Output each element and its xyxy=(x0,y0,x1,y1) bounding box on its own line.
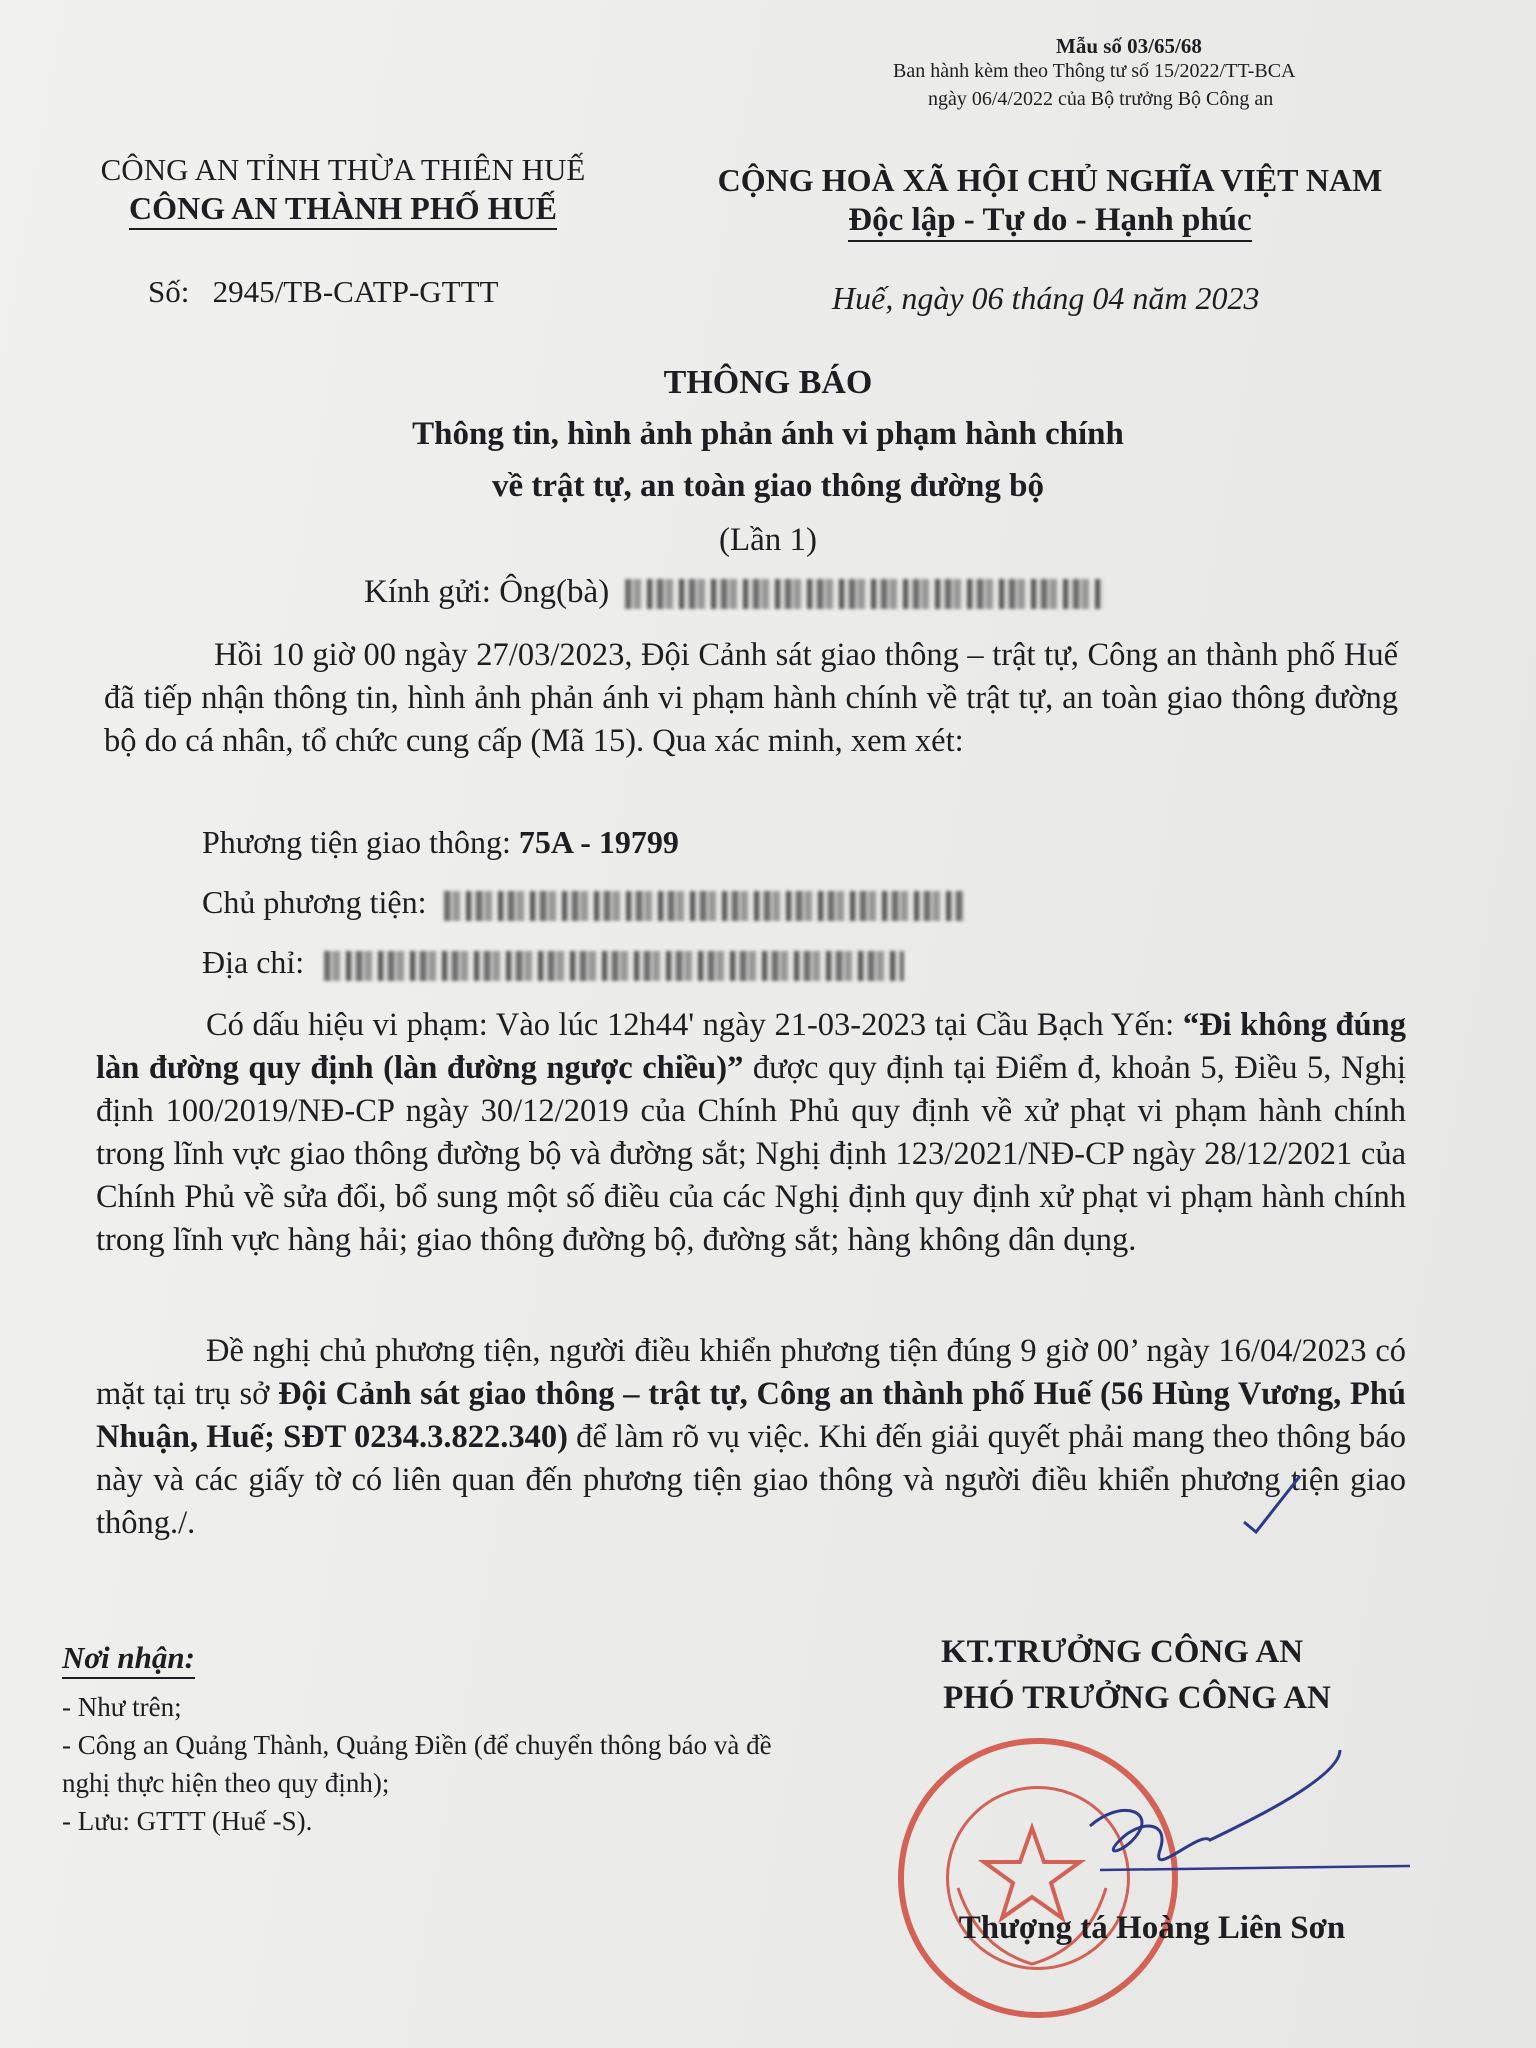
request-text-2: để làm rõ vụ việc. Khi đến giải quyết phải mang theo thông báo này và các giấy tờ có liên quan đến phương tiện giao thông và người điều khiển phương tiện giao thông./. xyxy=(96,1419,1406,1541)
violation-offense: “Đi không đúng làn đường quy định (làn đường ngược chiều)” xyxy=(96,1007,1407,1086)
form-issuance-line: Ban hành kèm theo Thông tư số 15/2022/TT-BCA xyxy=(893,60,1296,82)
redacted-owner-name xyxy=(444,891,964,921)
vehicle-label: Phương tiện giao thông: xyxy=(202,824,511,860)
owner-field xyxy=(202,884,964,921)
intro-paragraph: Hồi 10 giờ 00 ngày 27/03/2023, Đội Cảnh sát giao thông – trật tự, Công an thành phố Huế đã tiếp nhận thông tin, hình ảnh phản ánh vi phạm hành chính về trật tự, an toàn giao thông đường bộ do cá nhân, tổ chức cung cấp (Mã 15). Qua xác minh, xem xét: xyxy=(104,637,1398,759)
request-paragraph xyxy=(96,1330,1406,1545)
address-label: Địa chỉ: xyxy=(202,944,305,980)
place-date: Huế, ngày 06 tháng 04 năm 2023 xyxy=(832,280,1260,316)
document-subtitle-2: về trật tự, an toàn giao thông đường bộ xyxy=(491,468,1044,504)
address-field xyxy=(202,944,904,981)
recipient-label: Kính gửi: Ông(bà) xyxy=(364,574,610,610)
vehicle-plate: 75A - 19799 xyxy=(518,824,679,860)
form-issuance-date: ngày 06/4/2022 của Bộ trưởng Bộ Công an xyxy=(928,88,1274,110)
recipients-list xyxy=(62,1688,782,1840)
owner-label: Chủ phương tiện: xyxy=(202,884,427,920)
violation-paragraph xyxy=(96,1004,1406,1262)
nation-name: CỘNG HOÀ XÃ HỘI CHỦ NGHĨA VIỆT NAM xyxy=(717,162,1383,198)
recipient-line xyxy=(364,574,1103,611)
signer-name: Thượng tá Hoàng Liên Sơn xyxy=(958,1910,1346,1946)
redacted-recipient-name xyxy=(625,579,1103,609)
agency-name: CÔNG AN THÀNH PHỐ HUẾ xyxy=(58,190,628,227)
recipient-item: - Như trên; xyxy=(62,1692,182,1722)
recipients-heading: Nơi nhận: xyxy=(62,1640,195,1676)
recipient-item: - Lưu: GTTT (Huế -S). xyxy=(62,1806,313,1836)
document-number xyxy=(148,274,498,310)
form-number: Mẫu số 03/65/68 xyxy=(1056,34,1202,58)
national-motto: Độc lập - Tự do - Hạnh phúc xyxy=(680,202,1420,239)
document-number-label: Số: xyxy=(148,274,190,309)
attempt-number: (Lần 1) xyxy=(718,522,818,558)
signature-title-1: KT.TRƯỞNG CÔNG AN xyxy=(940,1634,1304,1670)
recipient-item: - Công an Quảng Thành, Quảng Điền (để chuyển thông báo và đề nghị thực hiện theo quy định); xyxy=(62,1730,772,1798)
document-subtitle-1: Thông tin, hình ảnh phản ánh vi phạm hành chính xyxy=(412,416,1124,452)
vehicle-field xyxy=(202,824,679,861)
redacted-address xyxy=(324,951,904,981)
parent-agency: CÔNG AN TỈNH THỪA THIÊN HUẾ xyxy=(100,152,586,187)
violation-intro: Có dấu hiệu vi phạm: Vào lúc 12h44' ngày 21-03-2023 tại Cầu Bạch Yến: xyxy=(206,1007,1175,1043)
document-number-value: 2945/TB-CATP-GTTT xyxy=(212,274,499,309)
check-mark-icon xyxy=(1238,1470,1308,1540)
handwritten-signature-icon xyxy=(1080,1730,1420,1930)
request-text-1: Đề nghị chủ phương tiện, người điều khiển phương tiện đúng 9 giờ 00’ ngày 16/04/2023 có mặt tại trụ sở xyxy=(96,1333,1406,1412)
signature-title-2: PHÓ TRƯỞNG CÔNG AN xyxy=(943,1680,1331,1716)
document-title: THÔNG BÁO xyxy=(663,364,873,401)
violation-legal-basis: được quy định tại Điểm đ, khoản 5, Điều 5, Nghị định 100/2019/NĐ-CP ngày 30/12/2019 của Chính Phủ quy định về xử phạt vi phạm hành chính trong lĩnh vực giao thông đường bộ và đường sắt; Nghị định 123/2021/NĐ-CP ngày 28/12/2021 của Chính Phủ về sửa đổi, bổ sung một số điều của các Nghị định quy định xử phạt vi phạm hành chính trong lĩnh vực hàng hải; giao thông đường bộ, đường sắt; hàng không dân dụng. xyxy=(96,1050,1407,1258)
request-office: Đội Cảnh sát giao thông – trật tự, Công an thành phố Huế (56 Hùng Vương, Phú Nhuận, Huế; SĐT 0234.3.822.340) xyxy=(96,1376,1406,1455)
